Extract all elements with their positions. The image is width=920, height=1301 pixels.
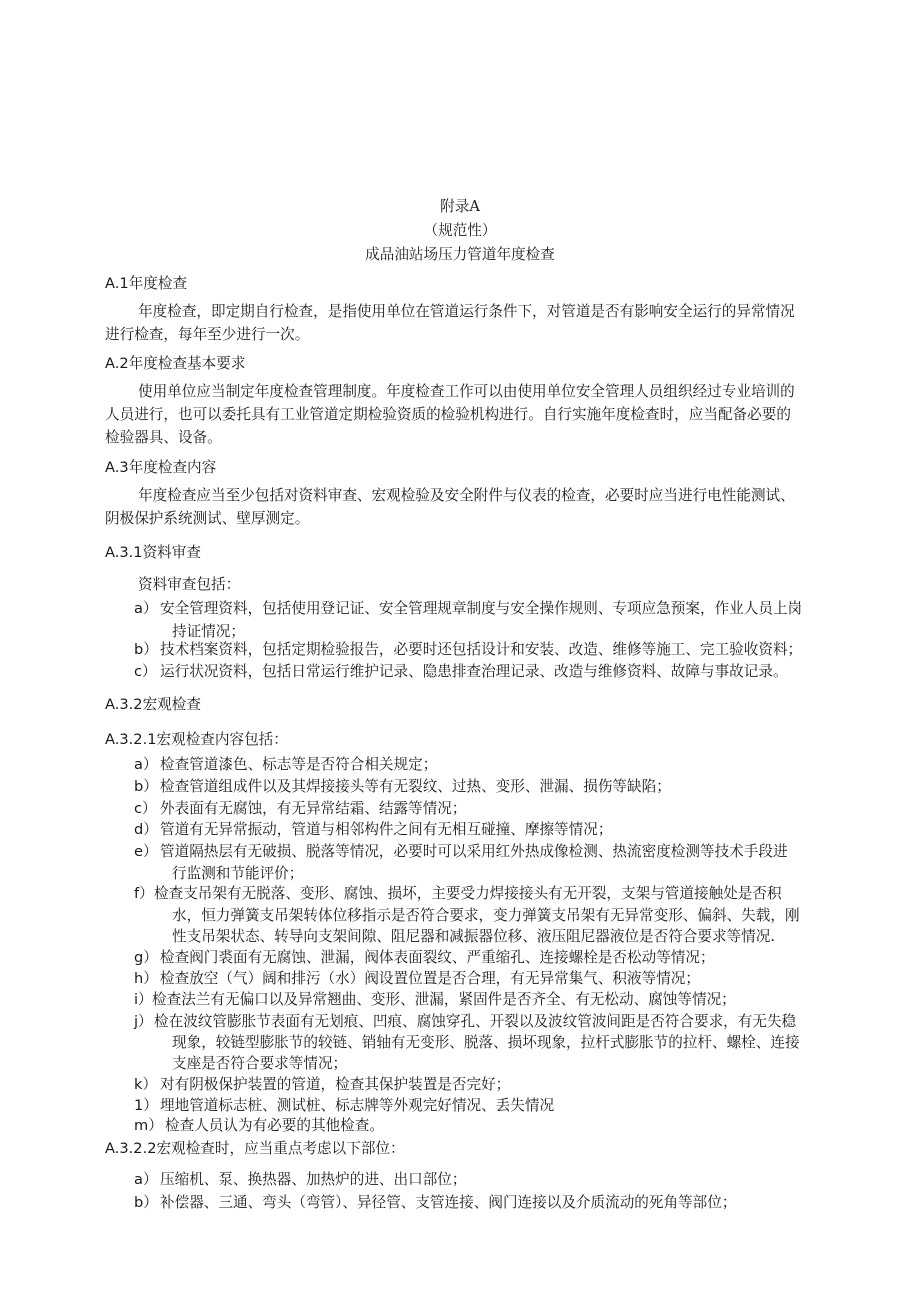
section-heading-a31: A.3.1资料审查 [105,544,201,561]
list-item-text: 检查阀门裘面有无腐蚀、泄漏，阀体表面裂纹、严重缩孔、连接螺栓是否松动等情况； [160,949,715,966]
list-item-text: 对有阴极保护装置的管道，检查其保护装置是否完好； [160,1076,511,1093]
list-item-label: b） [134,1194,158,1211]
list-item-text: 运行状况资料，包括日常运行维护记录、隐患排查治理记录、改造与维修资料、故障与事故记录。 [160,663,788,680]
list-item-label: a） [134,600,158,617]
list-item-text: 性支吊架状态、转导向支架间隙、阻尼器和减振器位移、液压阻尼器液位是否符合要求等情况. [172,928,775,945]
annex-label: 附录A [440,198,480,215]
list-item-label: h） [134,970,158,987]
list-item-text: 检查管道漆色、标志等是否符合相关规定； [160,756,438,773]
list-item-text: 支座是否符合要求等情况； [172,1055,348,1072]
list-item-text: 检查人员认为有必要的其他检查。 [165,1117,384,1134]
list-item-text: 压缩机、泵、换热器、加热炉的进、出口部位； [160,1171,467,1188]
list-item-label: b） [134,778,158,795]
list-item-label: m） [134,1117,163,1134]
list-item-label: a） [134,1171,158,1188]
paragraph-line: 进行检查，每年至少进行一次。 [105,326,310,343]
section-heading-a3: A.3年度检查内容 [105,459,217,476]
annex-type: （规范性） [423,222,497,239]
paragraph-line: 阴极保护系统测试、壁厚测定。 [105,510,310,527]
list-item-label: k） [134,1076,158,1093]
list-item-text: 补偿器、三通、弯头（弯管）、异径管、支管连接、阀门连接以及介质流动的死角等部位； [160,1194,737,1211]
section-heading-a322: A.3.2.2宏观检查时，应当重点考虑以下部位： [105,1140,405,1157]
list-item-label: c） [134,663,157,680]
list-item-text: 检在波纹管膨胀节表面有无划痕、凹痕、腐蚀穿孔、开裂以及波纹管波间距是否符合要求，有无失稳 [154,1013,797,1030]
list-item-label: g） [134,949,158,966]
paragraph-line: 检验器具、设备。 [105,429,222,446]
list-item-label: j） [134,1013,153,1030]
list-item-text: 水，恒力弹簧支吊架转体位移指示是否符合要求，变力弹簧支吊架有无异常变形、偏斜、失载，刚 [172,907,800,924]
list-item-text: 安全管理资料，包括使用登记证、安全管理规章制度与安全操作规则、专项应急预案，作业人员上岗 [160,600,803,617]
list-item-text: 检查支吊架有无脱落、变形、腐蚀、损坏，主要受力焊接接头有无开裂，支架与管道接触处是否积 [154,885,782,902]
list-item-text: 检查法兰有无偏口以及异常翘曲、变形、泄漏，紧固件是否齐全、有无松动、腐蚀等情况； [152,991,736,1008]
list-item-text: 技术档案资料，包括定期检验报告，必要时还包括设计和安装、改造、维修等施工、完工验收资料； [160,641,803,658]
section-heading-a1: A.1年度检查 [105,275,188,292]
list-item-text: 管道有无异常振动，管道与相邻构件之间有无相互碰撞、摩擦等情况； [160,821,613,838]
list-item-label: f） [134,885,154,902]
section-heading-a2: A.2年度检查基本要求 [105,355,246,372]
list-item-text: 检查放空（气）阔和排污（水）阀设置位置是否合理，有无异常集气、积液等情况； [160,970,700,987]
section-heading-a32: A.3.2宏观检查 [105,696,201,713]
paragraph-line: 人员进行，也可以委托具有工业管道定期检验资质的检验机构进行。自行实施年度检查时，应当配备必要的 [105,406,791,423]
list-item-text: 埋地管道标志桩、测试桩、标志牌等外观完好情况、丢失情况 [160,1097,555,1114]
list-intro: 资料审查包括： [138,576,241,593]
list-item-label: e） [134,843,158,860]
list-item-label: i） [134,991,153,1008]
paragraph-line: 使用单位应当制定年度检查管理制度。年度检查工作可以由使用单位安全管理人员组织经过专业培训的 [138,383,795,400]
list-item-text: 外表面有无腐蚀，有无异常结霜、结露等情况； [160,800,467,817]
list-item-label: c） [134,800,157,817]
list-item-text: 现象，较链型膨胀节的较链、销轴有无变形、脱落、损坏现象，拉杆式膨胀节的拉杆、螺栓、连接 [172,1034,800,1051]
list-item-label: 1） [134,1097,158,1114]
list-item-label: b） [134,641,158,658]
section-heading-a321: A.3.2.1宏观检查内容包括： [105,731,288,748]
list-item-text: 持证情况； [172,623,245,640]
list-item-label: a） [134,756,158,773]
paragraph-line: 年度检查应当至少包括对资料审查、宏观检验及安全附件与仪表的检查，必要时应当进行电性能测试、 [138,487,795,504]
annex-title: 成品油站场压力管道年度检查 [365,246,555,263]
list-item-text: 管道隔热层有无破损、脱落等情况，必要时可以采用红外热成像检测、热流密度检测等技术手段进 [160,843,788,860]
list-item-label: d） [134,821,158,838]
paragraph-line: 年度检查，即定期自行检查，是指使用单位在管道运行条件下，对管道是否有影响安全运行的异常情况 [138,303,795,320]
list-item-text: 检查管道组成件以及其焊接接头等有无裂纹、过热、变形、泄漏、损伤等缺陷； [160,778,671,795]
list-item-text: 行监测和节能评价； [172,865,304,882]
